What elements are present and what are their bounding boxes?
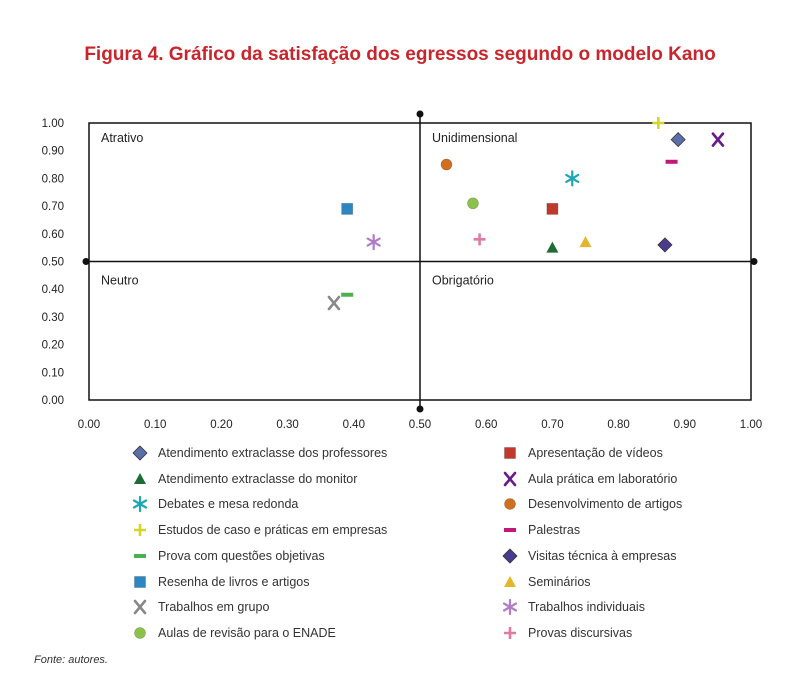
y-tick-label: 0.70 — [41, 201, 64, 214]
x-tick-label: 0.90 — [673, 419, 696, 431]
legend-marker — [134, 554, 146, 558]
y-tick-label: 0.90 — [41, 145, 64, 158]
legend-label: Desenvolvimento de artigos — [528, 497, 683, 512]
legend-marker-icon — [130, 572, 150, 592]
y-tick-label: 0.30 — [41, 311, 64, 324]
legend-label: Palestras — [528, 523, 581, 538]
legend-marker — [134, 497, 146, 511]
legend-marker — [133, 446, 147, 460]
legend-label: Provas discursivas — [528, 625, 633, 640]
legend-marker — [505, 499, 516, 510]
legend-label: Apresentação de vídeos — [528, 446, 663, 460]
x-tick-label: 0.10 — [144, 419, 167, 431]
y-tick-label: 0.00 — [41, 395, 64, 407]
legend-label: Prova com questões objetivas — [158, 548, 325, 563]
legend-marker-icon — [130, 546, 150, 566]
legend-label: Debates e mesa redonda — [158, 497, 299, 512]
legend-marker — [505, 448, 516, 459]
x-tick-label: 0.60 — [475, 419, 498, 431]
legend-marker — [504, 528, 516, 532]
legend-marker — [504, 576, 516, 587]
legend-marker-icon — [500, 546, 520, 566]
y-tick-label: 0.20 — [41, 339, 64, 352]
legend-label: Atendimento extraclasse do monitor — [158, 471, 358, 486]
x-tick-label: 0.80 — [607, 419, 630, 431]
x-tick-label: 0.40 — [342, 419, 365, 431]
legend-label: Visitas técnica à empresas — [528, 548, 677, 563]
legend-marker — [503, 549, 517, 563]
y-tick-label: 0.60 — [41, 228, 64, 241]
legend-marker-icon — [130, 494, 150, 514]
quadrant-label: Atrativo — [101, 131, 144, 145]
legend-marker-icon — [500, 520, 520, 540]
y-tick-label: 0.10 — [41, 367, 64, 380]
legend-label: Trabalhos em grupo — [158, 600, 270, 615]
legend-marker-icon — [500, 494, 520, 514]
legend-label: Resenha de livros e artigos — [158, 574, 310, 589]
y-tick-label: 1.00 — [41, 118, 64, 130]
legend-marker-icon — [500, 597, 520, 617]
quadrant-label: Neutro — [101, 273, 139, 288]
legend-label: Estudos de caso e práticas em empresas — [158, 523, 388, 538]
legend-marker — [135, 627, 146, 638]
legend-marker — [504, 600, 516, 614]
quadrant-label: Obrigatório — [432, 273, 494, 288]
legend-marker — [134, 524, 146, 536]
legend-marker — [135, 576, 146, 587]
legend-label: Atendimento extraclasse dos professores — [158, 446, 388, 460]
x-tick-label: 0.70 — [541, 419, 564, 431]
legend-label: Trabalhos individuais — [528, 600, 645, 615]
quadrant-label: Unidimensional — [432, 131, 518, 145]
legend-marker-icon — [130, 520, 150, 540]
legend-marker-icon — [500, 443, 520, 463]
legend-label: Seminários — [528, 574, 591, 589]
legend-marker-icon — [500, 623, 520, 643]
source-note: Fonte: autores. — [34, 654, 108, 666]
legend-marker-icon — [130, 597, 150, 617]
legend-marker — [505, 473, 515, 485]
legend-marker-icon — [130, 623, 150, 643]
legend-marker — [504, 627, 516, 639]
y-tick-label: 0.50 — [41, 256, 64, 269]
legend-label: Aula prática em laboratório — [528, 471, 678, 486]
legend-marker-icon — [130, 443, 150, 463]
y-tick-label: 0.80 — [41, 173, 64, 186]
legend-marker-icon — [500, 469, 520, 489]
x-tick-label: 0.00 — [77, 419, 101, 431]
legend-marker-icon — [130, 469, 150, 489]
x-tick-label: 0.20 — [210, 419, 233, 431]
x-tick-label: 0.30 — [276, 419, 299, 431]
x-tick-label: 1.00 — [739, 419, 763, 431]
legend-marker — [134, 473, 146, 484]
y-tick-label: 0.40 — [41, 284, 64, 297]
legend-marker-icon — [500, 572, 520, 592]
legend-label: Aulas de revisão para o ENADE — [158, 625, 336, 640]
legend-marker — [135, 601, 145, 613]
chart-title: Figura 4. Gráfico da satisfação dos egressos segundo o modelo Kano — [84, 44, 716, 65]
x-tick-label: 0.50 — [408, 419, 432, 431]
